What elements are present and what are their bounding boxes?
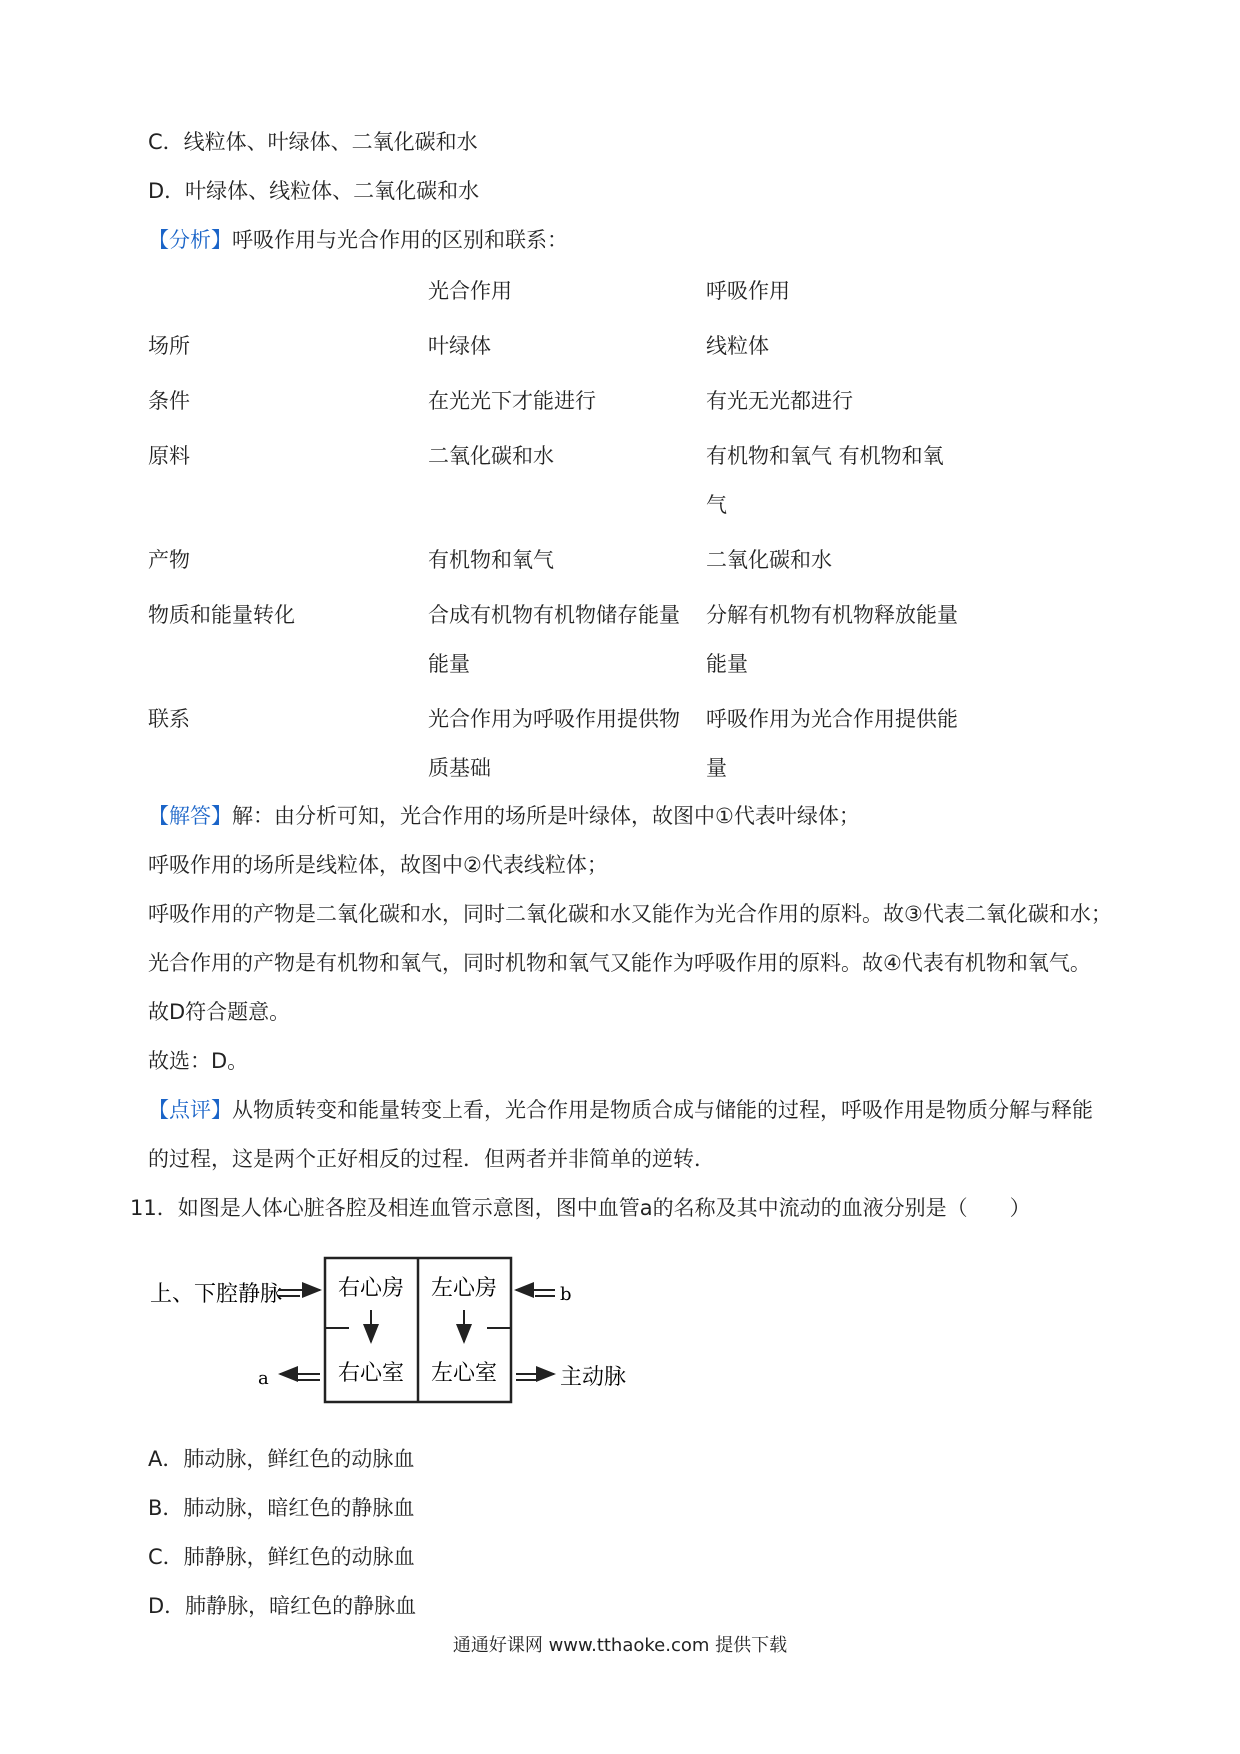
cell-photo-relation-cont: 质基础 [428,756,491,780]
row-label-location: 场所 [148,334,190,358]
analysis-tag: 【分析】 [148,228,232,252]
cell-photo-material: 二氧化碳和水 [428,444,554,468]
cell-resp-condition: 有光无光都进行 [706,389,853,413]
option-b-q11: B．肺动脉，暗红色的静脉血 [148,1496,415,1520]
analysis-intro: 呼吸作用与光合作用的区别和联系： [232,228,568,252]
comment-line-1 [148,1095,1093,1125]
cell-photo-location: 叶绿体 [428,334,491,358]
option-d: D．叶绿体、线粒体、二氧化碳和水 [148,179,480,203]
table-header-respiration: 呼吸作用 [706,279,790,303]
cell-resp-location: 线粒体 [706,334,769,358]
answer-line-5: 故D符合题意。 [148,1000,291,1024]
right-ventricle-label: 右心室 [337,1361,405,1386]
aorta-label: 主动脉 [560,1365,627,1390]
left-atrium-label: 左心房 [430,1276,498,1301]
cell-resp-conversion: 分解有机物有机物释放能量 [706,603,958,627]
option-c: C．线粒体、叶绿体、二氧化碳和水 [148,130,478,154]
answer-line-2: 呼吸作用的场所是线粒体，故图中②代表线粒体； [148,853,608,877]
vessel-a-label: a [258,1368,269,1389]
cell-resp-relation-cont: 量 [706,756,727,780]
cell-resp-relation: 呼吸作用为光合作用提供能 [706,707,958,731]
answer-line-6: 故选：D。 [148,1049,249,1073]
row-label-condition: 条件 [148,389,190,413]
row-label-relation: 联系 [148,707,190,731]
row-label-product: 产物 [148,548,190,572]
cell-photo-conversion-cont: 能量 [428,652,470,676]
answer-line-4: 光合作用的产物是有机物和氧气，同时机物和氧气又能作为呼吸作用的原料。故④代表有机物和氧气。 [148,951,1091,975]
left-ventricle-label: 左心室 [430,1361,498,1386]
analysis-heading [148,225,568,255]
cell-resp-product: 二氧化碳和水 [706,548,832,572]
cell-resp-material: 有机物和氧气 有机物和氧 [706,444,944,468]
row-label-conversion: 物质和能量转化 [148,603,295,627]
cell-resp-material-cont: 气 [706,493,727,517]
cell-photo-conversion: 合成有机物有机物储存能量 [428,603,680,627]
page-footer: 通通好课网 www.tthaoke.com 提供下载 [452,1635,788,1656]
heart-diagram [150,1250,650,1410]
answer-line-3: 呼吸作用的产物是二氧化碳和水，同时二氧化碳和水又能作为光合作用的原料。故③代表二氧化碳和水； [148,902,1112,926]
comment-tag: 【点评】 [148,1098,232,1122]
vena-cava-label: 上、下腔静脉 [150,1282,283,1307]
cell-photo-relation: 光合作用为呼吸作用提供物 [428,707,680,731]
cell-resp-conversion-cont: 能量 [706,652,748,676]
table-header-photosynthesis: 光合作用 [428,279,512,303]
comment-text-1: 从物质转变和能量转变上看，光合作用是物质合成与储能的过程，呼吸作用是物质分解与释能 [232,1098,1093,1122]
answer-tag: 【解答】 [148,804,232,828]
cell-photo-condition: 在光光下才能进行 [428,389,596,413]
right-atrium-label: 右心房 [337,1276,405,1301]
row-label-material: 原料 [148,444,190,468]
cell-photo-product: 有机物和氧气 [428,548,554,572]
answer-text-1: 解：由分析可知，光合作用的场所是叶绿体，故图中①代表叶绿体； [232,804,860,828]
option-d-q11: D．肺静脉，暗红色的静脉血 [148,1594,417,1618]
option-c-q11: C．肺静脉，鲜红色的动脉血 [148,1545,415,1569]
answer-line-1 [148,801,860,831]
comment-line-2: 的过程，这是两个正好相反的过程．但两者并非简单的逆转． [148,1147,715,1171]
option-a-q11: A．肺动脉，鲜红色的动脉血 [148,1447,415,1471]
vessel-b-label: b [560,1284,572,1305]
question-11-stem: 11．如图是人体心脏各腔及相连血管示意图，图中血管a的名称及其中流动的血液分别是（ ） [130,1196,1031,1220]
